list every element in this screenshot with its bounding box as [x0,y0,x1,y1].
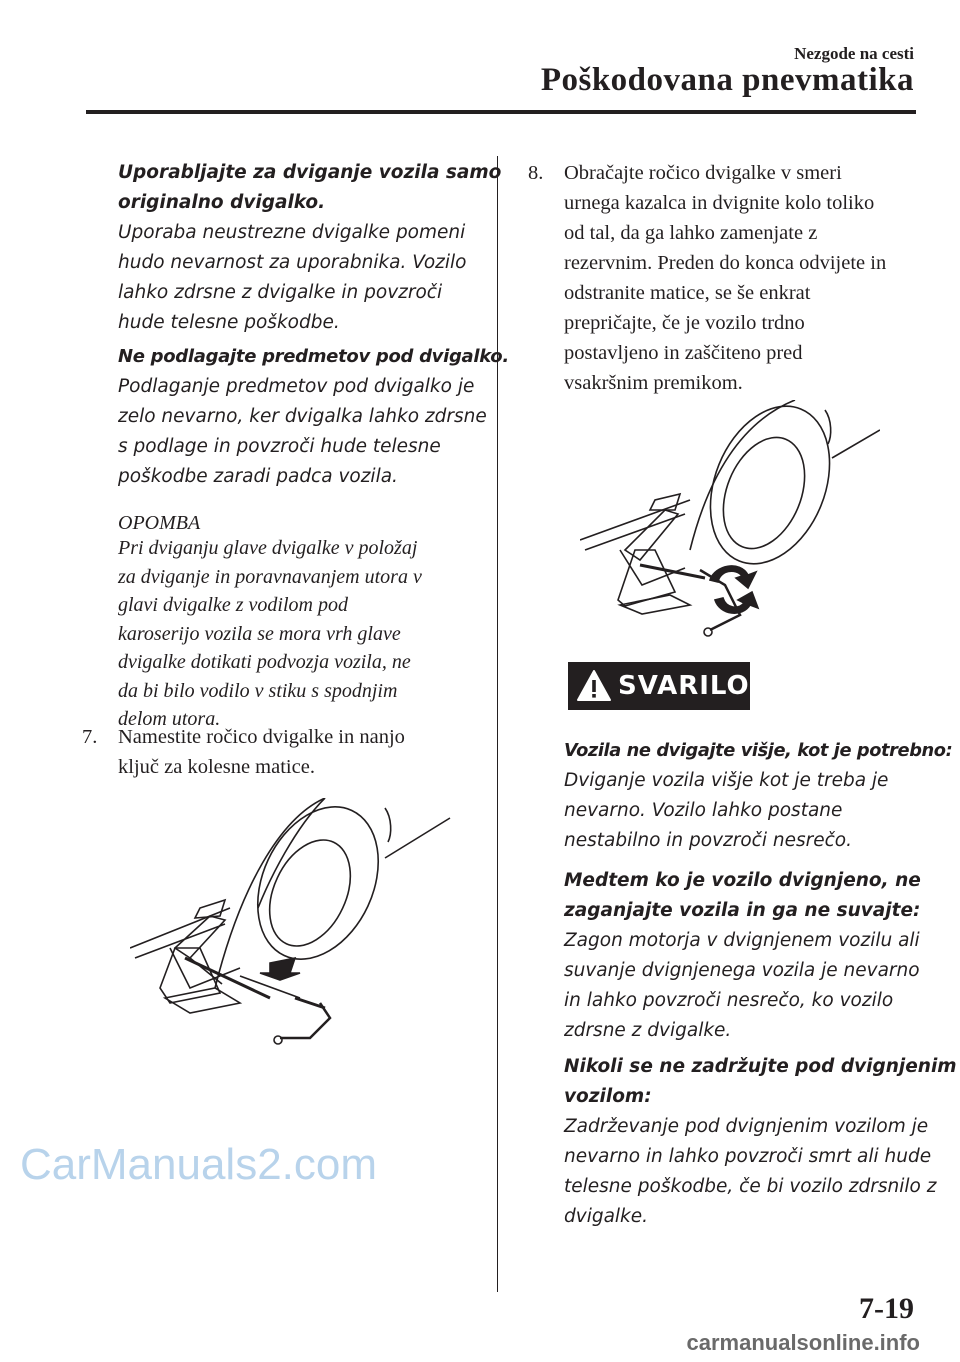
watermark: CarManuals2.com [20,1140,378,1189]
warning-triangle-icon [576,668,612,704]
text-line: delom utora. [118,708,221,730]
text-line: nestabilno in povzroči nesrečo. [564,830,852,851]
text-line: Namestite ročico dvigalke in nanjo [118,726,405,748]
warning1-body [118,218,466,338]
text-line: nevarno. Vozilo lahko postane [564,800,843,821]
jack-lifting-illustration [580,400,880,650]
text-line: glavi dvigalke z vodilom pod [118,594,348,616]
text-line: Zadrževanje pod dvignjenim vozilom je [564,1116,929,1137]
text-line: Zagon motorja v dvignjenem vozilu ali [564,930,920,951]
warning-badge-label: SVARILO [618,671,750,701]
text-line: Uporaba neustrezne dvigalke pomeni [118,222,466,243]
text-line: dvigalke dotikati podvozja vozila, ne [118,651,411,673]
text-line: ključ za kolesne matice. [118,756,315,778]
step-number: 8. [528,162,544,184]
warning2-body [118,372,487,492]
text-line: Obračajte ročico dvigalke v smeri [564,162,842,184]
text-line: telesne poškodbe, če bi vozilo zdrsnilo z [564,1176,937,1197]
section-label: Nezgode na cesti [794,44,914,63]
text-line: zelo nevarno, ker dvigalka lahko zdrsne [118,406,487,427]
text-line: zdrsne z dvigalke. [564,1020,732,1041]
text-line: zaganjajte vozila in ga ne suvajte: [564,900,921,921]
svarilo-1-body [564,766,888,856]
text-line: da bi bilo vodilo v stiku s spodnjim [118,679,398,702]
text-line: urnega kazalca in dvignite kolo toliko [564,192,875,214]
text-line: Pri dviganju glave dvigalke v položaj [118,537,418,559]
text-line: originalno dvigalko. [118,192,326,213]
text-line: lahko zdrsne z dvigalke in povzroči [118,282,443,303]
svarilo-3-heading [564,1052,957,1112]
step-8 [528,158,928,398]
text-line: nevarno in lahko povzroči smrt ali hude [564,1146,932,1167]
step-text [118,722,405,782]
note-title: OPOMBA [118,512,201,534]
jack-handle-illustration [130,798,460,1058]
step-7 [82,722,482,782]
page-title: Poškodovana pnevmatika [540,62,914,98]
watermark-2: carmanualsonline.info [686,1330,920,1355]
header-rule [86,110,916,114]
text-line: hude telesne poškodbe. [118,312,340,333]
text-line: Podlaganje predmetov pod dvigalko je [118,376,475,397]
text-line: s podlage in povzroči hude telesne [118,436,441,457]
text-line: rezervnim. Preden do konca odvijete in [564,252,887,274]
text-line: vsakršnim premikom. [564,372,743,394]
text-line: prepričajte, če je vozilo trdno [564,312,805,334]
text-line: in lahko povzroči nesrečo, ko vozilo [564,990,894,1011]
svarilo-2-body [564,926,920,1046]
text-line: Medtem ko je vozilo dvignjeno, ne [564,870,921,891]
text-line: Uporabljajte za dviganje vozila samo [118,162,502,183]
text-line: od tal, da ga lahko zamenjate z [564,222,818,244]
text-line: hudo nevarnost za uporabnika. Vozilo [118,252,467,273]
warning1-heading [118,158,501,218]
page-number: 7-19 [859,1292,914,1325]
text-line: Vozila ne dvigajte višje, kot je potrebno: [564,740,953,761]
svarilo-3-body [564,1112,936,1232]
text-line: za dviganje in poravnavanjem utora v [118,565,422,588]
warning-badge [568,662,750,710]
svarilo-1-heading [564,736,952,766]
text-line: vozilom: [564,1086,652,1107]
text-line: poškodbe zaradi padca vozila. [118,466,398,487]
warning2-heading [118,342,509,372]
text-line: Ne podlagajte predmetov pod dvigalko. [118,346,509,367]
svarilo-2-heading [564,866,921,926]
step-text [564,158,944,398]
text-line: Nikoli se ne zadržujte pod dvignjenim [564,1056,957,1077]
text-line: Dviganje vozila višje kot je treba je [564,770,889,791]
text-line: odstranite matice, se še enkrat [564,282,811,304]
column-divider [497,156,498,1292]
note-body [118,534,422,734]
text-line: suvanje dvignjenega vozila je nevarno [564,960,920,981]
text-line: karoserijo vozila se mora vrh glave [118,622,401,645]
text-line: dvigalke. [564,1206,649,1227]
text-line: postavljeno in zaščiteno pred [564,342,803,364]
step-number: 7. [82,726,98,748]
